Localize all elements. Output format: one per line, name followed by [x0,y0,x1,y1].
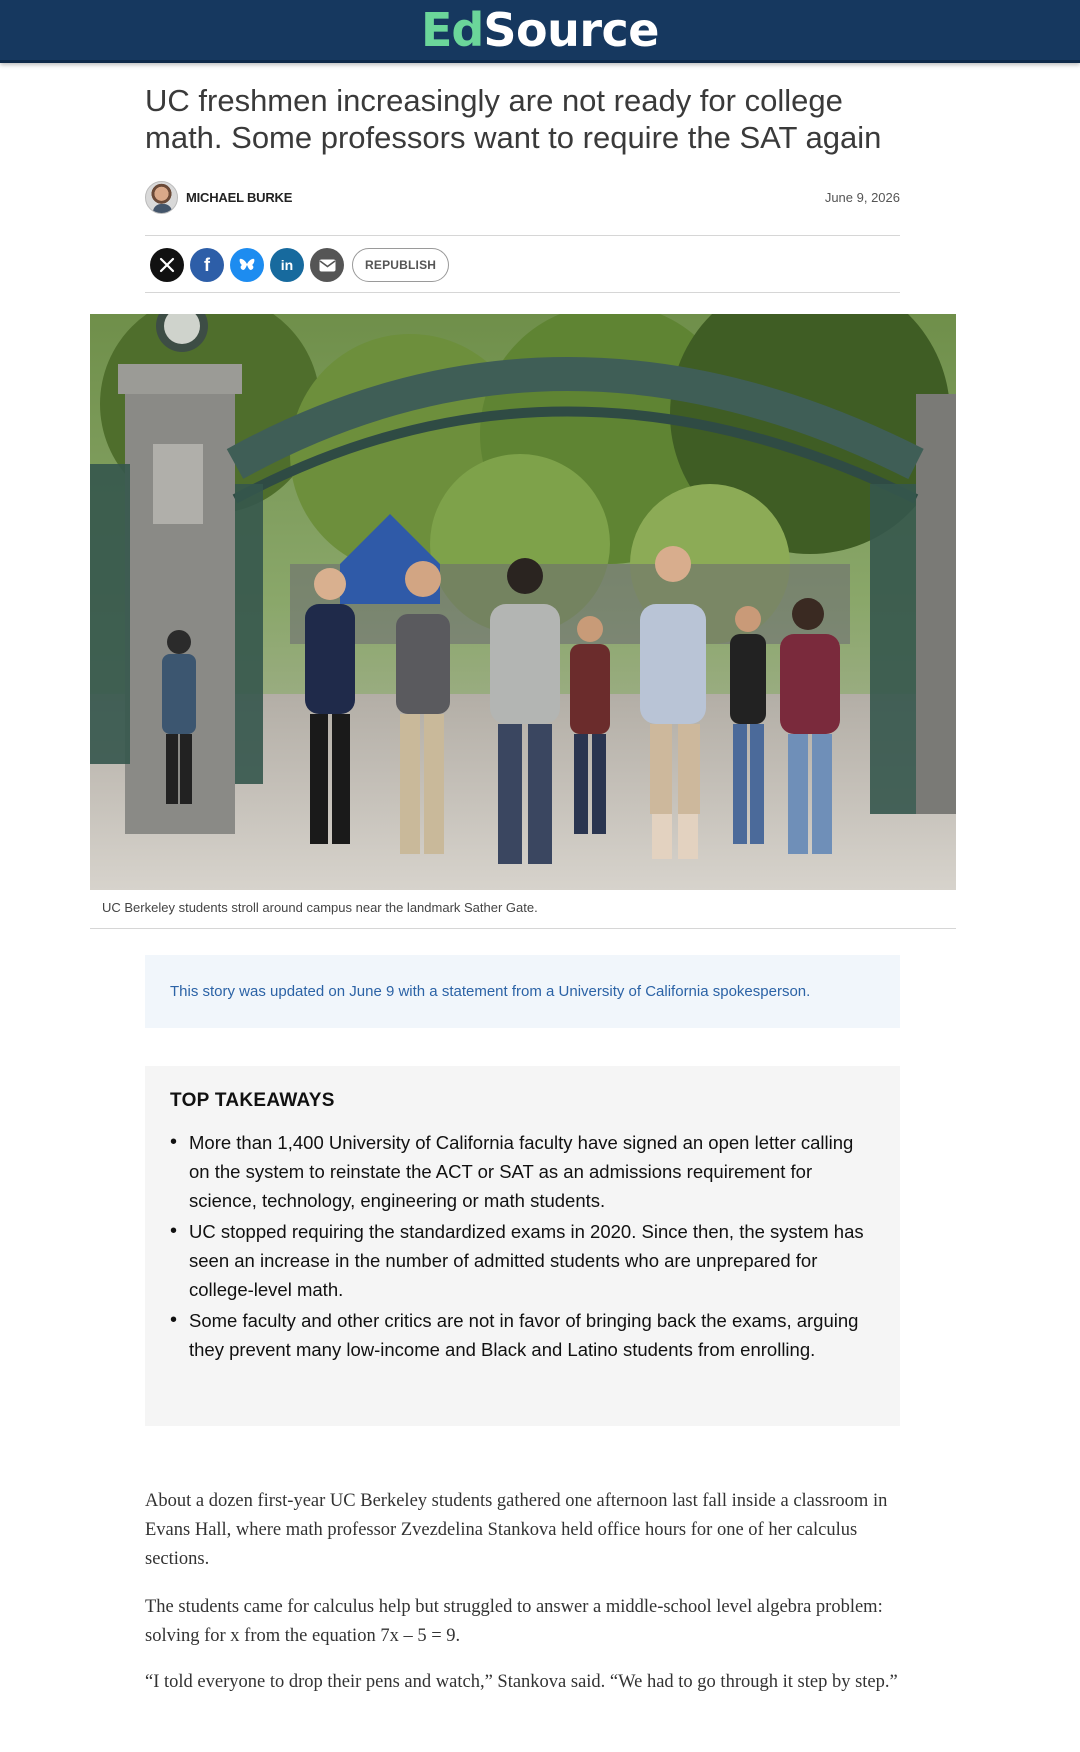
article-headline: UC freshmen increasingly are not ready for college math. Some professors want to require the SAT again [145,83,882,155]
update-note [145,955,900,1028]
share-bluesky-button[interactable] [230,248,264,282]
list-item: • More than 1,400 University of California faculty have signed an open letter calling on the system to reinstate the ACT or SAT as an admissions requirement for science, technology, engineering or math students. [170,1128,875,1215]
takeaways-title: TOP TAKEAWAYS [170,1090,335,1111]
list-item: • UC stopped requiring the standardized exams in 2020. Since then, the system has seen an increase in the number of admitted students who are unprepared for college-level math. [170,1217,875,1304]
article-paragraph: The students came for calculus help but struggled to answer a middle-school level algebra problem: solving for x from the equation 7x – 5 = 9. [145,1597,883,1646]
logo-source: Source [483,3,659,57]
share-facebook-button[interactable] [190,248,224,282]
byline [145,180,900,214]
update-note-text[interactable]: This story was updated on June 9 with a statement from a University of California spokesperson. [170,983,811,1000]
republish-button[interactable]: REPUBLISH [352,248,449,282]
bluesky-icon [238,257,256,273]
divider [90,928,956,929]
publish-date: June 9, 2026 [824,189,900,205]
edsource-logo[interactable] [421,0,659,62]
x-icon [159,257,175,273]
logo-ed: Ed [421,3,484,57]
author-avatar[interactable] [145,181,178,214]
share-bar [150,248,449,282]
hero-photo [90,314,956,890]
share-linkedin-button[interactable] [270,248,304,282]
share-email-button[interactable] [310,248,344,282]
divider [145,292,900,293]
email-icon [319,259,336,272]
linkedin-icon: in [280,257,294,273]
share-x-button[interactable] [150,248,184,282]
divider [145,235,900,236]
author-name[interactable]: MICHAEL BURKE [186,189,293,205]
facebook-icon: f [204,254,210,275]
article-paragraph: “I told everyone to drop their pens and watch,” Stankova said. “We had to go through it step by step.” [145,1672,898,1692]
article-paragraph: About a dozen first-year UC Berkeley students gathered one afternoon last fall inside a classroom in Evans Hall, where math professor Zvezdelina Stankova held office hours for one of her calculus sections. [145,1491,888,1569]
list-item: • Some faculty and other critics are not in favor of bringing back the exams, arguing they prevent many low-income and Black and Latino students from enrolling. [170,1306,875,1364]
site-header [0,0,1080,63]
takeaways-list [170,1128,875,1364]
top-takeaways [145,1066,900,1426]
photo-caption: UC Berkeley students stroll around campus near the landmark Sather Gate. [102,900,538,915]
